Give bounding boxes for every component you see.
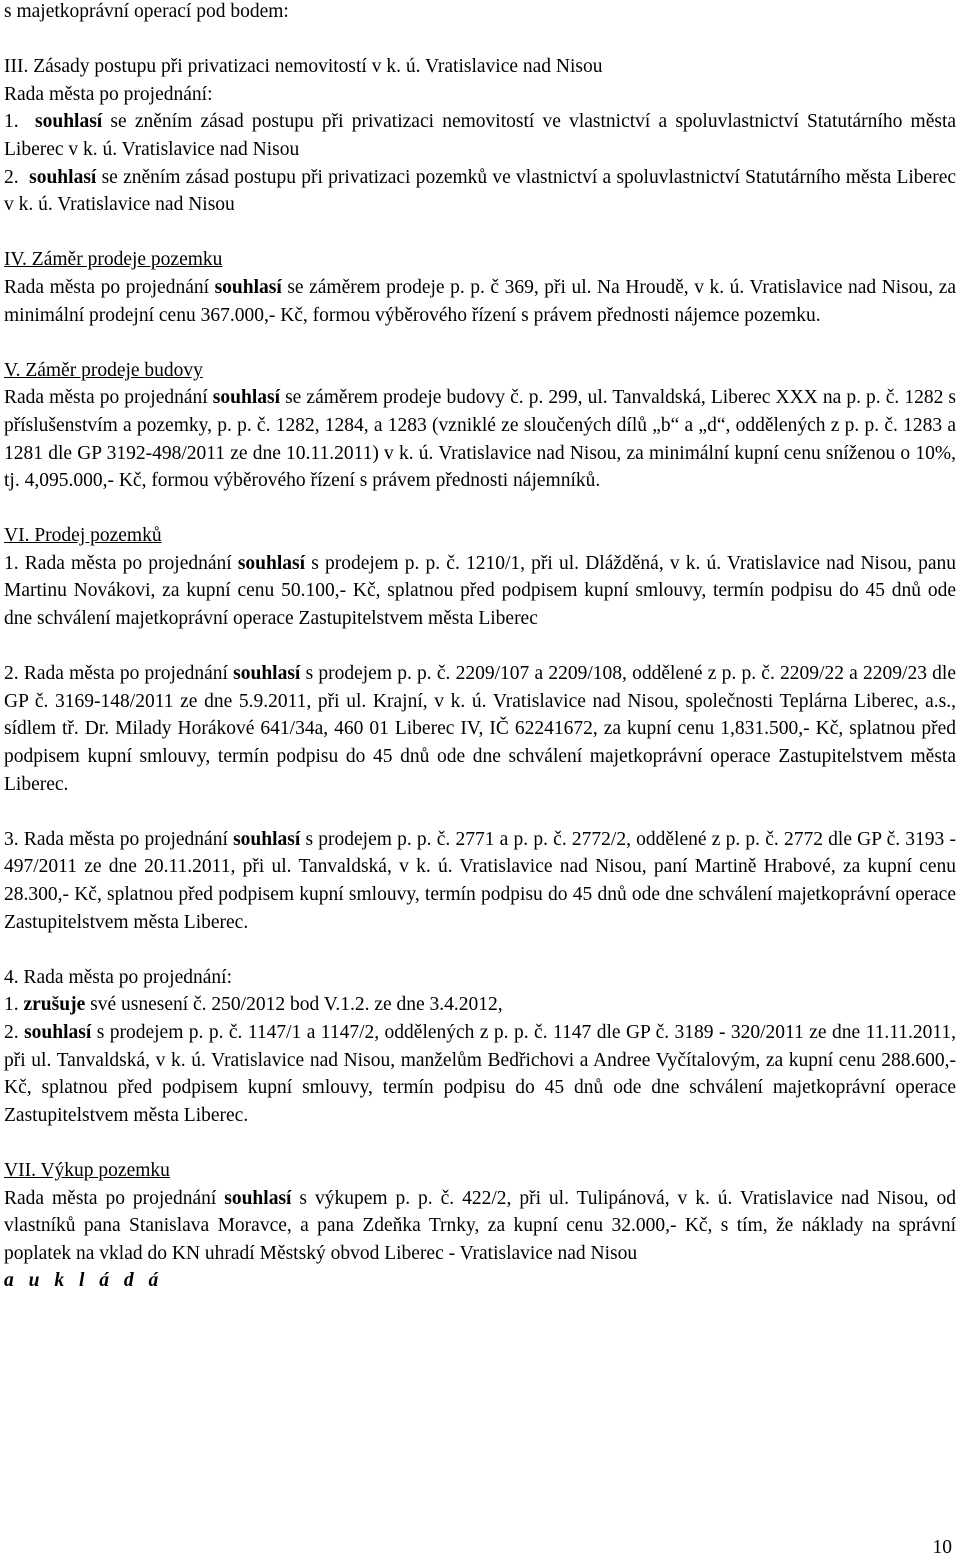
section-6-title: VI. Prodej pozemků: [4, 525, 162, 547]
section-6-para-1: 1. Rada města po projednání souhlasí s prodejem p. p. č. 1210/1, při ul. Dlážděná, v k. ú. Vratislavice nad Nisou, panu Martinu Novákovi, za kupní cenu 50.100,- Kč, splatnou před podpisem kupní smlouvy, termín podpisu do 45 dnů ode dne schválení majetkoprávní operace Zastupitelstvem města Liberec: [4, 552, 956, 630]
section-6-para-4-item-1: 1. zrušuje své usnesení č. 250/2012 bod V.1.2. ze dne 3.4.2012,: [4, 994, 503, 1016]
section-5-text: Rada města po projednání souhlasí se záměrem prodeje budovy č. p. 299, ul. Tanvaldská, Liberec XXX na p. p. č. 1282 s příslušenstvím a pozemky, p. p. č. 1282, 1284, a 1283 (vzniklé ze sloučených dílů „b“ a „d“, oddělených z p. p. č. 1283 a 1281 dle GP 3192-498/2011 ze dne 10.11.2011) v k. ú. Vratislavice nad Nisou, za minimální kupní cenu sníženou o 10%, tj. 4,095.000,- Kč, formou výběrového řízení s právem přednosti nájemníků.: [4, 387, 957, 492]
section-6-para-4-head: 4. Rada města po projednání:: [4, 966, 232, 988]
page-number: 10: [932, 1537, 952, 1558]
section-3-item-1: 1. souhlasí se zněním zásad postupu při privatizaci nemovitostí ve vlastnictví a spoluvlastnictví Statutárního města Liberec v k. ú. Vratislavice nad Nisou: [4, 111, 957, 160]
section-7-text: Rada města po projednání souhlasí s výkupem p. p. č. 422/2, při ul. Tulipánová, v k. ú. Vratislavice nad Nisou, od vlastníků pana Stanislava Moravce, a pana Zdeňka Trnky, za kupní cenu 32.000,- Kč, s tím, že náklady na správní poplatek na vklad do KN uhradí Městský obvod Liberec - Vratislavice nad Nisou: [4, 1187, 957, 1264]
section-7-title: VII. Výkup pozemku: [4, 1159, 170, 1181]
section-6-para-2: 2. Rada města po projednání souhlasí s prodejem p. p. č. 2209/107 a 2209/108, oddělené z p. p. č. 2209/22 a 2209/23 dle GP č. 3169-148/2011 ze dne 5.9.2011, při ul. Krajní, v k. ú. Vratislavice nad Nisou, společnosti Teplárna Liberec, a.s., sídlem tř. Dr. Milady Horákové 641/34a, 460 01 Liberec IV, IČ 62241672, za kupní cenu 1,831.500,- Kč, splatnou před podpisem kupní smlouvy, termín podpisu do 45 dnů ode dne schválení majetkoprávní operace Zastupitelstvem města Liberec.: [4, 663, 956, 795]
section-6-para-4-item-2: 2. souhlasí s prodejem p. p. č. 1147/1 a 1147/2, oddělených z p. p. č. 1147 dle GP č. 3189 - 320/2011 ze dne 11.11.2011, při ul. Tanvaldská, v k. ú. Vratislavice nad Nisou, manželům Bedřichovi a Andree Vyčítalovým, za kupní cenu 288.600,- Kč, splatnou před podpisem kupní smlouvy, termín podpisu do 45 dnů ode dne schválení majetkoprávní operace Zastupitelstvem města Liberec.: [4, 1021, 957, 1126]
uklada-heading: a u k l á d á: [4, 1270, 164, 1292]
section-5-title: V. Záměr prodeje budovy: [4, 359, 203, 381]
section-4-title: IV. Záměr prodeje pozemku: [4, 249, 223, 271]
section-3-item-2: 2. souhlasí se zněním zásad postupu při privatizaci pozemků ve vlastnictví a spoluvlastnictví Statutárního města Liberec v k. ú. Vratislavice nad Nisou: [4, 166, 957, 216]
section-3-rada: Rada města po projednání:: [4, 83, 213, 105]
section-3-title: III. Zásady postupu při privatizaci nemovitostí v k. ú. Vratislavice nad Nisou: [4, 56, 603, 78]
section-4-text: Rada města po projednání souhlasí se záměrem prodeje p. p. č 369, při ul. Na Hroudě, v k. ú. Vratislavice nad Nisou, za minimální prodejní cenu 367.000,- Kč, formou výběrového řízení s právem přednosti nájemce pozemku.: [4, 276, 957, 326]
section-6-para-3: 3. Rada města po projednání souhlasí s prodejem p. p. č. 2771 a p. p. č. 2772/2, oddělené z p. p. č. 2772 dle GP č. 3193 - 497/2011 ze dne 20.11.2011, při ul. Tanvaldská, v k. ú. Vratislavice nad Nisou, paní Martině Hrabové, za kupní cenu 28.300,- Kč, splatnou před podpisem kupní smlouvy, termín podpisu do 45 dnů ode dne schválení majetkoprávní operace Zastupitelstvem města Liberec.: [4, 828, 956, 933]
intro-line: s majetkoprávní operací pod bodem:: [4, 1, 289, 22]
document-page: [4, 0, 956, 1295]
